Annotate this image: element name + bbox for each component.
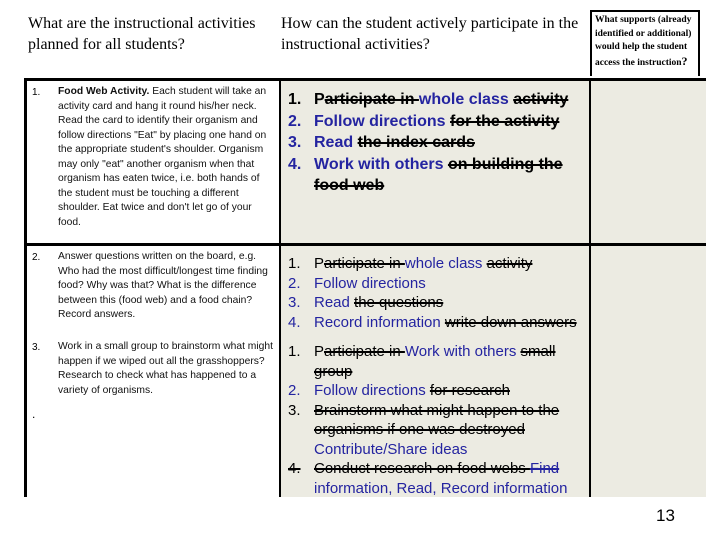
page-number: 13: [656, 506, 675, 525]
participation-list: [288, 89, 588, 197]
participation-item: [288, 381, 588, 401]
activities-table: [24, 78, 706, 497]
item-text: Contribute/Share ideas: [314, 440, 468, 458]
item-text: Follow directions: [314, 112, 451, 130]
stray-mark: .: [32, 407, 36, 421]
struck-text: small group: [314, 343, 556, 380]
activity-text: Answer questions written on the board, e.g. Who had the most difficult/longest time finding food? Why was that? What is the difference between this (food web) and a food chain? Record answers.: [58, 251, 268, 320]
item-text: P: [314, 343, 325, 360]
struck-text: Find: [529, 460, 560, 477]
item-number: 2.: [288, 382, 301, 399]
struck-text: articipate in: [324, 343, 405, 360]
item-text: Work with others: [314, 155, 448, 173]
struck-text: for the activity: [450, 112, 560, 130]
item-text: Follow directions: [314, 274, 426, 292]
participation-item: [288, 132, 588, 154]
activity-text: Work in a small group to brainstorm what might happen if we wiped out all the grasshoppers? Research to check what has happened to a variety of organisms.: [58, 341, 273, 396]
header-activities: What are the instructional activities planned for all students?: [28, 15, 256, 53]
item-text: Follow directions: [314, 382, 430, 399]
struck-text: on building the food web: [314, 155, 563, 194]
item-number: 4.: [288, 313, 301, 331]
table-row: [27, 81, 703, 243]
activity-description: [58, 250, 276, 323]
supports-cell: [591, 336, 706, 497]
activity-number: 1.: [32, 87, 41, 98]
activity-number: 2.: [32, 252, 41, 263]
supports-cell: [591, 246, 706, 336]
participation-item: [288, 111, 588, 133]
participation-list: [288, 254, 588, 332]
item-text: Record information: [314, 313, 445, 331]
item-number: 3.: [288, 294, 301, 311]
activity-description: [58, 85, 276, 230]
item-number: 2.: [288, 274, 301, 292]
item-text: P: [314, 91, 325, 108]
struck-text: the index cards: [357, 134, 475, 151]
item-number: 4.: [288, 460, 301, 477]
participation-item: [288, 293, 588, 313]
item-number: 3.: [288, 134, 302, 151]
item-text: whole class: [418, 91, 514, 108]
item-number: 4.: [288, 155, 302, 173]
header-supports: [590, 10, 700, 76]
item-number: 2.: [288, 112, 302, 130]
struck-text: activity: [486, 255, 533, 272]
item-text: P: [314, 255, 325, 272]
item-text: Read: [314, 294, 355, 311]
activity-title: Food Web Activity.: [58, 86, 150, 97]
item-text: information, Read, Record information: [314, 479, 568, 497]
struck-text: the questions: [354, 294, 444, 311]
item-number: 1.: [288, 343, 301, 360]
table-row: [27, 336, 703, 497]
participation-list: [288, 342, 588, 498]
participation-item: [288, 274, 588, 294]
participation-cell: [281, 81, 591, 243]
item-number: 3.: [288, 401, 301, 419]
header-supports-qmark: ?: [681, 53, 688, 68]
header-participation: How can the student actively participate in the instructional activities?: [281, 15, 579, 53]
struck-text: for research: [429, 382, 510, 399]
item-number: 1.: [288, 255, 301, 272]
struck-text: activity: [513, 91, 569, 108]
participation-cell: [281, 246, 591, 336]
item-text: Work with others: [404, 343, 521, 360]
activity-text: Each student will take an activity card and hang it round his/her neck. Read the card to identify their organism and follow directions "Eat" by placing one hand on the appropriate student's shoulder. Organism may only "eat" another organism when that organism has eaten twice, i.e. both hands of the student must be touching a different shoulder. Eat twice and don't let go of your food.: [58, 86, 267, 228]
participation-item: [288, 254, 588, 274]
activity-cell: [27, 246, 281, 336]
participation-item: [288, 154, 588, 197]
participation-item: [288, 342, 588, 381]
supports-cell: [591, 81, 706, 243]
struck-text: Brainstorm what might happen to the organisms if one was destroyed: [314, 401, 560, 438]
struck-text: articipate in: [324, 255, 405, 272]
participation-item: [288, 313, 588, 333]
item-text: Read: [314, 134, 358, 151]
item-number: 1.: [288, 91, 302, 108]
activity-cell: [27, 81, 281, 243]
table-row: [27, 246, 703, 336]
activity-cell: [27, 336, 281, 497]
struck-text: write down answers: [444, 313, 577, 331]
participation-item: [288, 459, 588, 498]
struck-text: Conduct research on food webs: [314, 460, 530, 477]
item-text: whole class: [404, 255, 487, 272]
participation-cell: [281, 336, 591, 497]
participation-item: [288, 89, 588, 111]
activity-description: [58, 340, 276, 398]
struck-text: articipate in: [324, 91, 419, 108]
participation-item: [288, 401, 588, 460]
activity-number: 3.: [32, 342, 41, 353]
header-supports-text: What supports (already identified or additional) would help the student access the instruction: [595, 15, 692, 68]
